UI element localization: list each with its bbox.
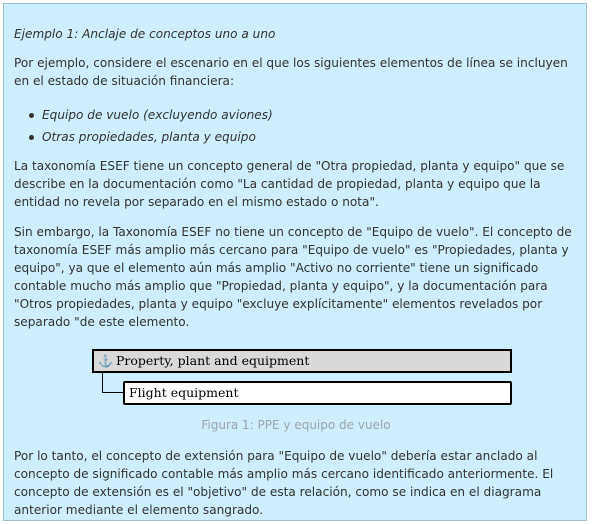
list-item-text: Equipo de vuelo (excluyendo aviones) <box>42 108 273 122</box>
bullet-icon <box>29 135 34 140</box>
intro-paragraph: Por ejemplo, considere el escenario en el que los siguientes elementos de línea se incluyen en el estado de situación financiera: <box>14 56 568 88</box>
list-item-text: Otras propiedades, planta y equipo <box>42 130 256 144</box>
list-item <box>14 128 273 150</box>
figure-caption: Figura 1: PPE y equipo de vuelo <box>201 418 391 432</box>
list-item <box>14 106 273 128</box>
anchoring-diagram <box>92 349 522 409</box>
child-concept-label: Flight equipment <box>129 385 239 400</box>
paragraph-flight-equipment: Sin embargo, la Taxonomía ESEF no tiene un concepto de "Equipo de vuelo". El concepto de taxonomía ESEF más amplio más cercano para "Equipo de vuelo" es "Propiedades, planta y equipo", ya que el elemento aún más amplio "Activo no corriente" tiene un significado contable mucho más amplio que "Propiedad, planta y equipo", y la documentación para "Otros propiedades, planta y equipo "excluye explícitamente" elementos revelados por separado "de este elemento. <box>14 225 572 329</box>
line-items-list <box>14 106 273 150</box>
child-concept-box <box>123 381 512 405</box>
tree-connector <box>102 373 124 393</box>
bullet-icon <box>29 113 34 118</box>
paragraph-conclusion: Por lo tanto, el concepto de extensión para "Equipo de vuelo" debería estar anclado al concepto de significado contable más amplio más cercano identificado anteriormente. El concepto de extensión es el "objetivo" de esta relación, como se indica en el diagrama anterior mediante el elemento sangrado. <box>14 449 554 517</box>
parent-concept-label: Property, plant and equipment <box>115 353 310 368</box>
example-panel <box>3 3 587 521</box>
paragraph-general-concept: La taxonomía ESEF tiene un concepto general de "Otra propiedad, planta y equipo" que se describe en la documentación como "La cantidad de propiedad, planta y equipo que la entidad no revela por separado en el mismo estado o nota". <box>14 159 565 209</box>
example-title: Ejemplo 1: Anclaje de conceptos uno a uno <box>14 27 276 41</box>
parent-concept-box <box>92 349 512 373</box>
anchor-icon: ⚓ <box>98 354 113 368</box>
